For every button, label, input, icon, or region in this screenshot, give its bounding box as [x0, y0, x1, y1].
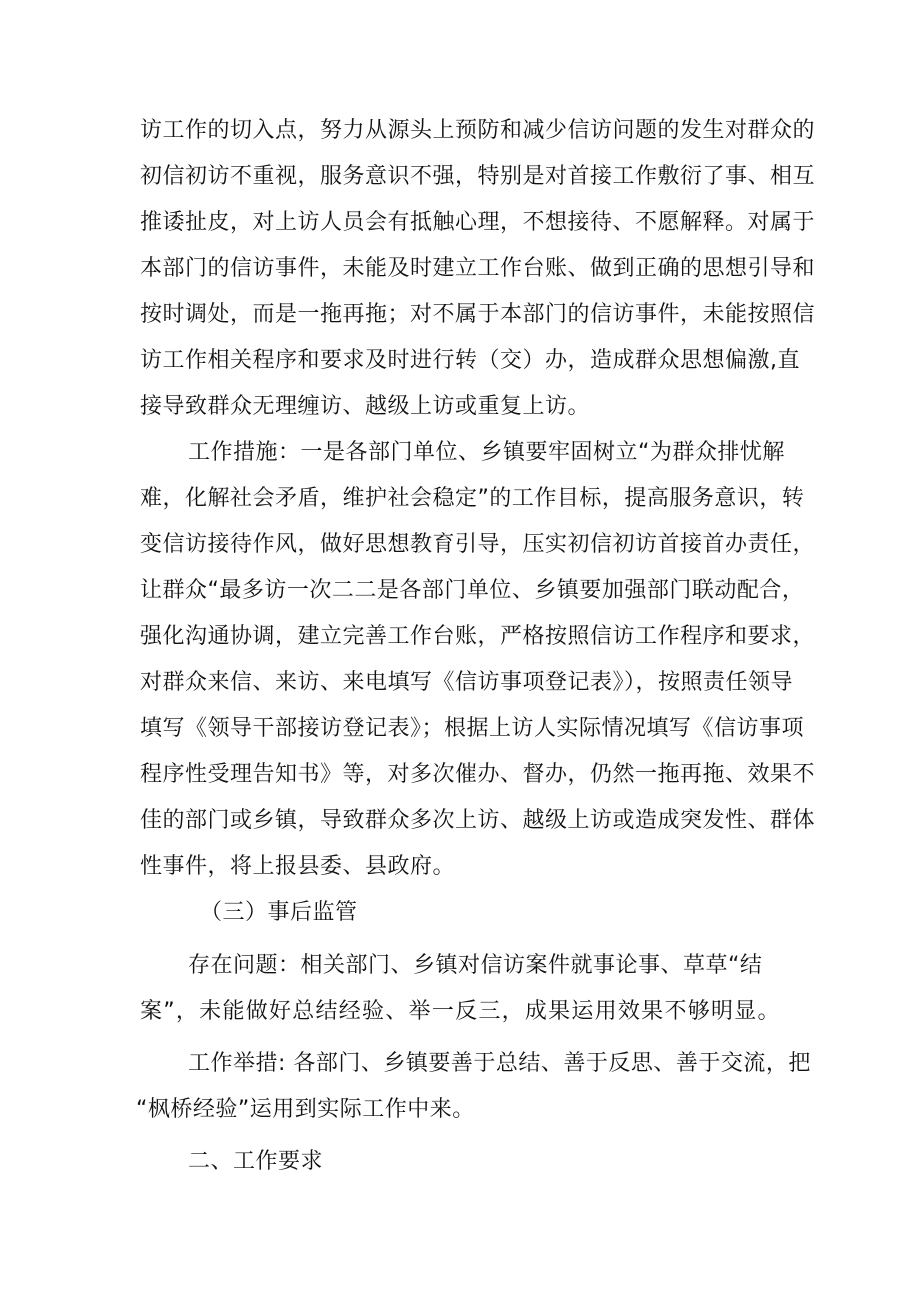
- paragraph-1-line-1: 访工作的切入点，努力从源头上预防和减少信访问题的发生对群众的: [140, 118, 816, 143]
- paragraph-2-line-7: 填写《领导干部接访登记表》；根据上访人实际情况填写《信访事项: [140, 716, 805, 741]
- paragraph-2-line-10: 性事件，将上报县委、县政府。: [140, 854, 456, 879]
- paragraph-2-line-6: 对群众来信、来访、来电填写《信访事项登记表》），按照责任领导: [140, 670, 794, 695]
- section-heading-3: （三）事后监管: [200, 900, 358, 925]
- section-heading-2: 二、工作要求: [188, 1149, 324, 1174]
- paragraph-1-line-3: 推诿扯皮，对上访人员会有抵触心理，不想接待、不愿解释。对属于: [140, 210, 816, 235]
- paragraph-2-line-3: 变信访接待作风，做好思想教育引导，压实初信初访首接首办责任，: [140, 532, 816, 557]
- paragraph-3-line-2: 案”，未能做好总结经验、举一反三，成果运用效果不够明显。: [140, 999, 780, 1024]
- paragraph-2-line-4: 让群众“最多访一次二二是各部门单位、乡镇要加强部门联动配合，: [140, 578, 805, 603]
- paragraph-1-line-6: 访工作相关程序和要求及时进行转（交）办，造成群众思想偏激,直: [140, 348, 800, 373]
- paragraph-4-line-1: 工作举措: 各部门、乡镇要善于总结、善于反思、善于交流，把: [188, 1051, 811, 1076]
- paragraph-3-line-1: 存在问题：相关部门、乡镇对信访案件就事论事、草草“结: [188, 953, 763, 978]
- paragraph-1-line-4: 本部门的信访事件，未能及时建立工作台账、做到正确的思想引导和: [140, 256, 816, 281]
- paragraph-1-line-7: 接导致群众无理缠访、越级上访或重复上访。: [140, 394, 591, 419]
- paragraph-2-line-9: 佳的部门或乡镇，导致群众多次上访、越级上访或造成突发性、群体: [140, 808, 816, 833]
- paragraph-2-line-1: 工作措施：一是各部门单位、乡镇要牢固树立“为群众排忧解: [188, 440, 785, 465]
- paragraph-4-line-2: “枫桥经验”运用到实际工作中来。: [136, 1097, 475, 1122]
- paragraph-1-line-2: 初信初访不重视，服务意识不强，特别是对首接工作敷衍了事、相互: [140, 164, 816, 189]
- paragraph-2-line-5: 强化沟通协调，建立完善工作台账，严格按照信访工作程序和要求，: [140, 624, 816, 649]
- paragraph-1-line-5: 按时调处，而是一拖再拖；对不属于本部门的信访事件，未能按照信: [140, 302, 816, 327]
- paragraph-2-line-2: 难，化解社会矛盾，维护社会稳定”的工作目标，提高服务意识，转: [140, 486, 805, 511]
- paragraph-2-line-8: 程序性受理告知书》等，对多次催办、督办，仍然一拖再拖、效果不: [140, 762, 816, 787]
